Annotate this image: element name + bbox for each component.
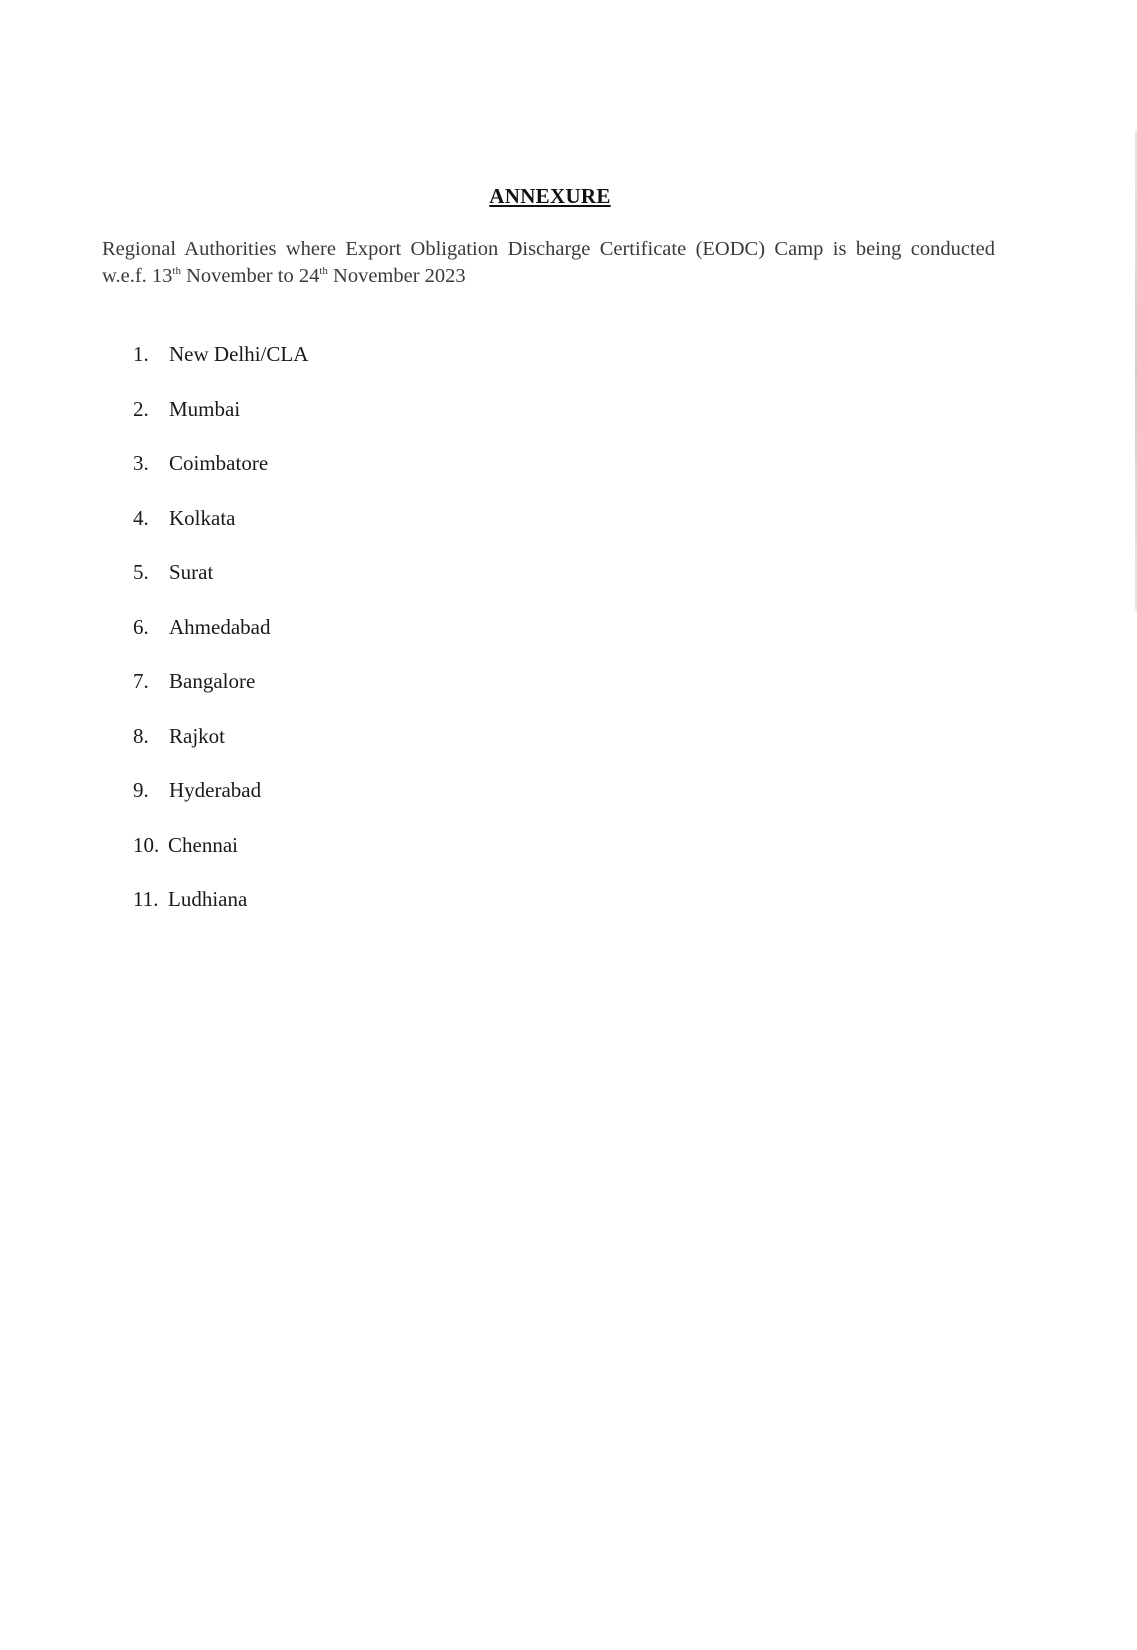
intro-sup-1: th xyxy=(172,265,181,278)
list-item-name: Coimbatore xyxy=(169,451,269,475)
regional-authority-list xyxy=(133,342,308,942)
list-item-number: 8. xyxy=(133,723,149,748)
list-item-name: Chennai xyxy=(168,832,238,857)
list-item-number: 11. xyxy=(133,887,159,911)
list-item xyxy=(133,451,308,506)
list-item-name: New Delhi/CLA xyxy=(169,342,309,366)
list-item xyxy=(133,887,308,942)
list-item-name: Kolkata xyxy=(169,505,236,530)
intro-text-part2: November to 24 xyxy=(180,265,320,287)
list-item-name: Hyderabad xyxy=(169,778,262,802)
intro-text-part1: Regional Authorities where Export Obligation Discharge Certificate (EODC) Camp is being conducted w.e.f. 13 xyxy=(102,238,995,287)
annexure-title: ANNEXURE xyxy=(489,184,611,208)
list-item xyxy=(133,342,308,397)
list-item xyxy=(133,669,308,724)
intro-text-part3: November 2023 xyxy=(327,265,466,287)
list-item-name: Surat xyxy=(169,560,214,584)
list-item-number: 1. xyxy=(133,342,149,366)
list-item-number: 2. xyxy=(133,396,149,421)
list-item xyxy=(133,833,308,888)
list-item-number: 7. xyxy=(133,669,149,693)
list-item xyxy=(133,724,308,779)
list-item-number: 4. xyxy=(133,505,149,530)
list-item-number: 6. xyxy=(133,614,149,639)
list-item-name: Rajkot xyxy=(169,723,225,748)
list-item-number: 10. xyxy=(133,832,160,857)
list-item-name: Mumbai xyxy=(169,396,241,421)
list-item xyxy=(133,397,308,452)
list-item-number: 3. xyxy=(133,451,149,475)
list-item-number: 9. xyxy=(133,778,149,802)
intro-paragraph xyxy=(102,236,995,290)
list-item xyxy=(133,506,308,561)
list-item xyxy=(133,615,308,670)
list-item-name: Bangalore xyxy=(169,669,256,693)
list-item xyxy=(133,778,308,833)
intro-sup-2: th xyxy=(319,265,328,278)
list-item-number: 5. xyxy=(133,560,149,584)
list-item xyxy=(133,560,308,615)
list-item-name: Ludhiana xyxy=(168,887,248,911)
list-item-name: Ahmedabad xyxy=(169,614,271,639)
